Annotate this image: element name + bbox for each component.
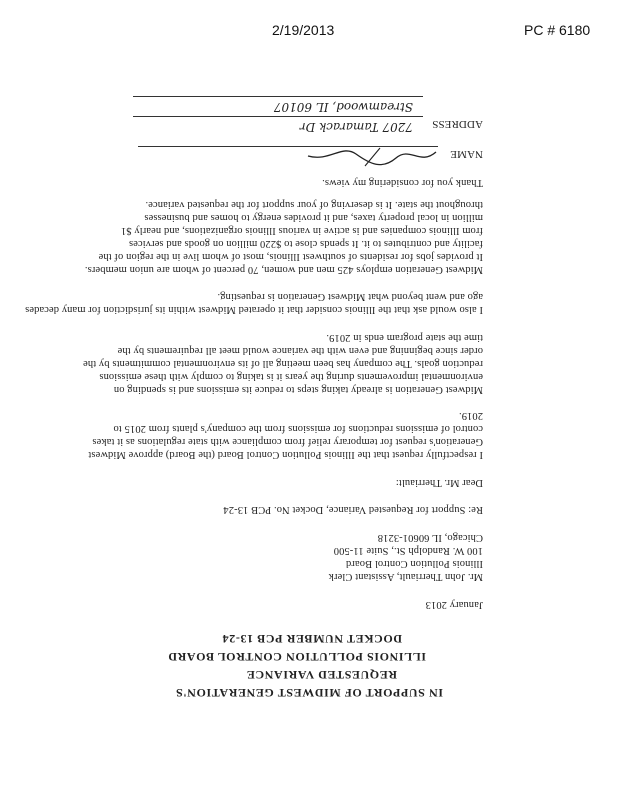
paragraph-line: It provides jobs for residents of southwest Illinois, most of whom live in the region of the	[98, 251, 483, 262]
letter-date: January 2013	[425, 599, 483, 610]
salutation: Dear Mr. Therriault:	[395, 477, 483, 488]
address-label: ADDRESS	[432, 118, 483, 130]
signature-scribble	[300, 142, 440, 172]
page-date-stamp: 2/19/2013	[272, 22, 335, 38]
paragraph-line: Midwest Generation is already taking steps to reduce its emissions and is spending on	[113, 384, 483, 395]
paragraph-line: I also would ask that the Illinois consider that it operated Midwest within its jurisdiction for many decades	[25, 304, 483, 315]
title-line: IN SUPPORT OF MIDWEST GENERATION'S	[175, 686, 443, 700]
paragraph-line: ago and went beyond what Midwest Generation is requesting.	[217, 291, 483, 302]
name-label: NAME	[450, 148, 483, 160]
paragraph-line: order since beginning and even with the variance would meet all requirements by the	[117, 345, 483, 356]
paragraph-line: facility and contributes to it. It spends close to $220 million on goods and services	[128, 238, 483, 249]
paragraph-line: reduction goals. The company has been meeting all of its environmental commitments by the	[82, 358, 483, 369]
recipient-line: Mr. John Therriault, Assistant Clerk	[328, 571, 483, 582]
title-line: DOCKET NUMBER PCB 13-24	[222, 632, 402, 646]
address-rule-2	[133, 96, 423, 97]
paragraph-line: from Illinois companies and is active in various Illinois organizations, and nearly $1	[120, 225, 483, 236]
recipient-line: Chicago, IL 60601-3218	[377, 532, 483, 543]
re-line: Re: Support for Requested Variance, Docket No. PCB 13-24	[223, 504, 483, 515]
paragraph-line: Generation's request for temporary relief from compliance with state regulations as it takes	[92, 436, 483, 447]
address-handwritten-line1: 7207 Tamarack Dr	[299, 120, 413, 134]
title-line: ILLINOIS POLLUTION CONTROL BOARD	[167, 650, 426, 664]
paragraph-line: throughout the state. It is deserving of your support for the requested variance.	[145, 199, 483, 210]
paragraph-line: time the state program ends in 2019.	[326, 332, 483, 343]
paragraph-line: I respectfully request that the Illinois Pollution Control Board (the Board) approve Midwest	[88, 449, 483, 460]
paragraph-line: 2019.	[458, 410, 483, 421]
pc-number-stamp: PC # 6180	[524, 22, 591, 38]
paragraph-line: Midwest Generation employs 425 men and women, 70 percent of whom are union members.	[84, 264, 483, 275]
recipient-line: Illinois Pollution Control Board	[345, 558, 483, 569]
title-line: REQUESTED VARIANCE	[246, 668, 397, 682]
recipient-line: 100 W. Randolph St., Suite 11-500	[333, 545, 483, 556]
paragraph-line: million in local property taxes, and it provides energy to homes and businesses	[144, 212, 483, 223]
paragraph-line: environmental improvements during the years it is taking to comply with these emissions	[99, 371, 483, 382]
address-rule-1	[133, 116, 423, 117]
closing-line: Thank you for considering my views.	[322, 177, 483, 188]
paragraph-line: control of emissions reductions for emissions from the company's plants from 2015 to	[113, 423, 483, 434]
address-handwritten-line2: Streamwood, IL 60107	[273, 100, 413, 114]
